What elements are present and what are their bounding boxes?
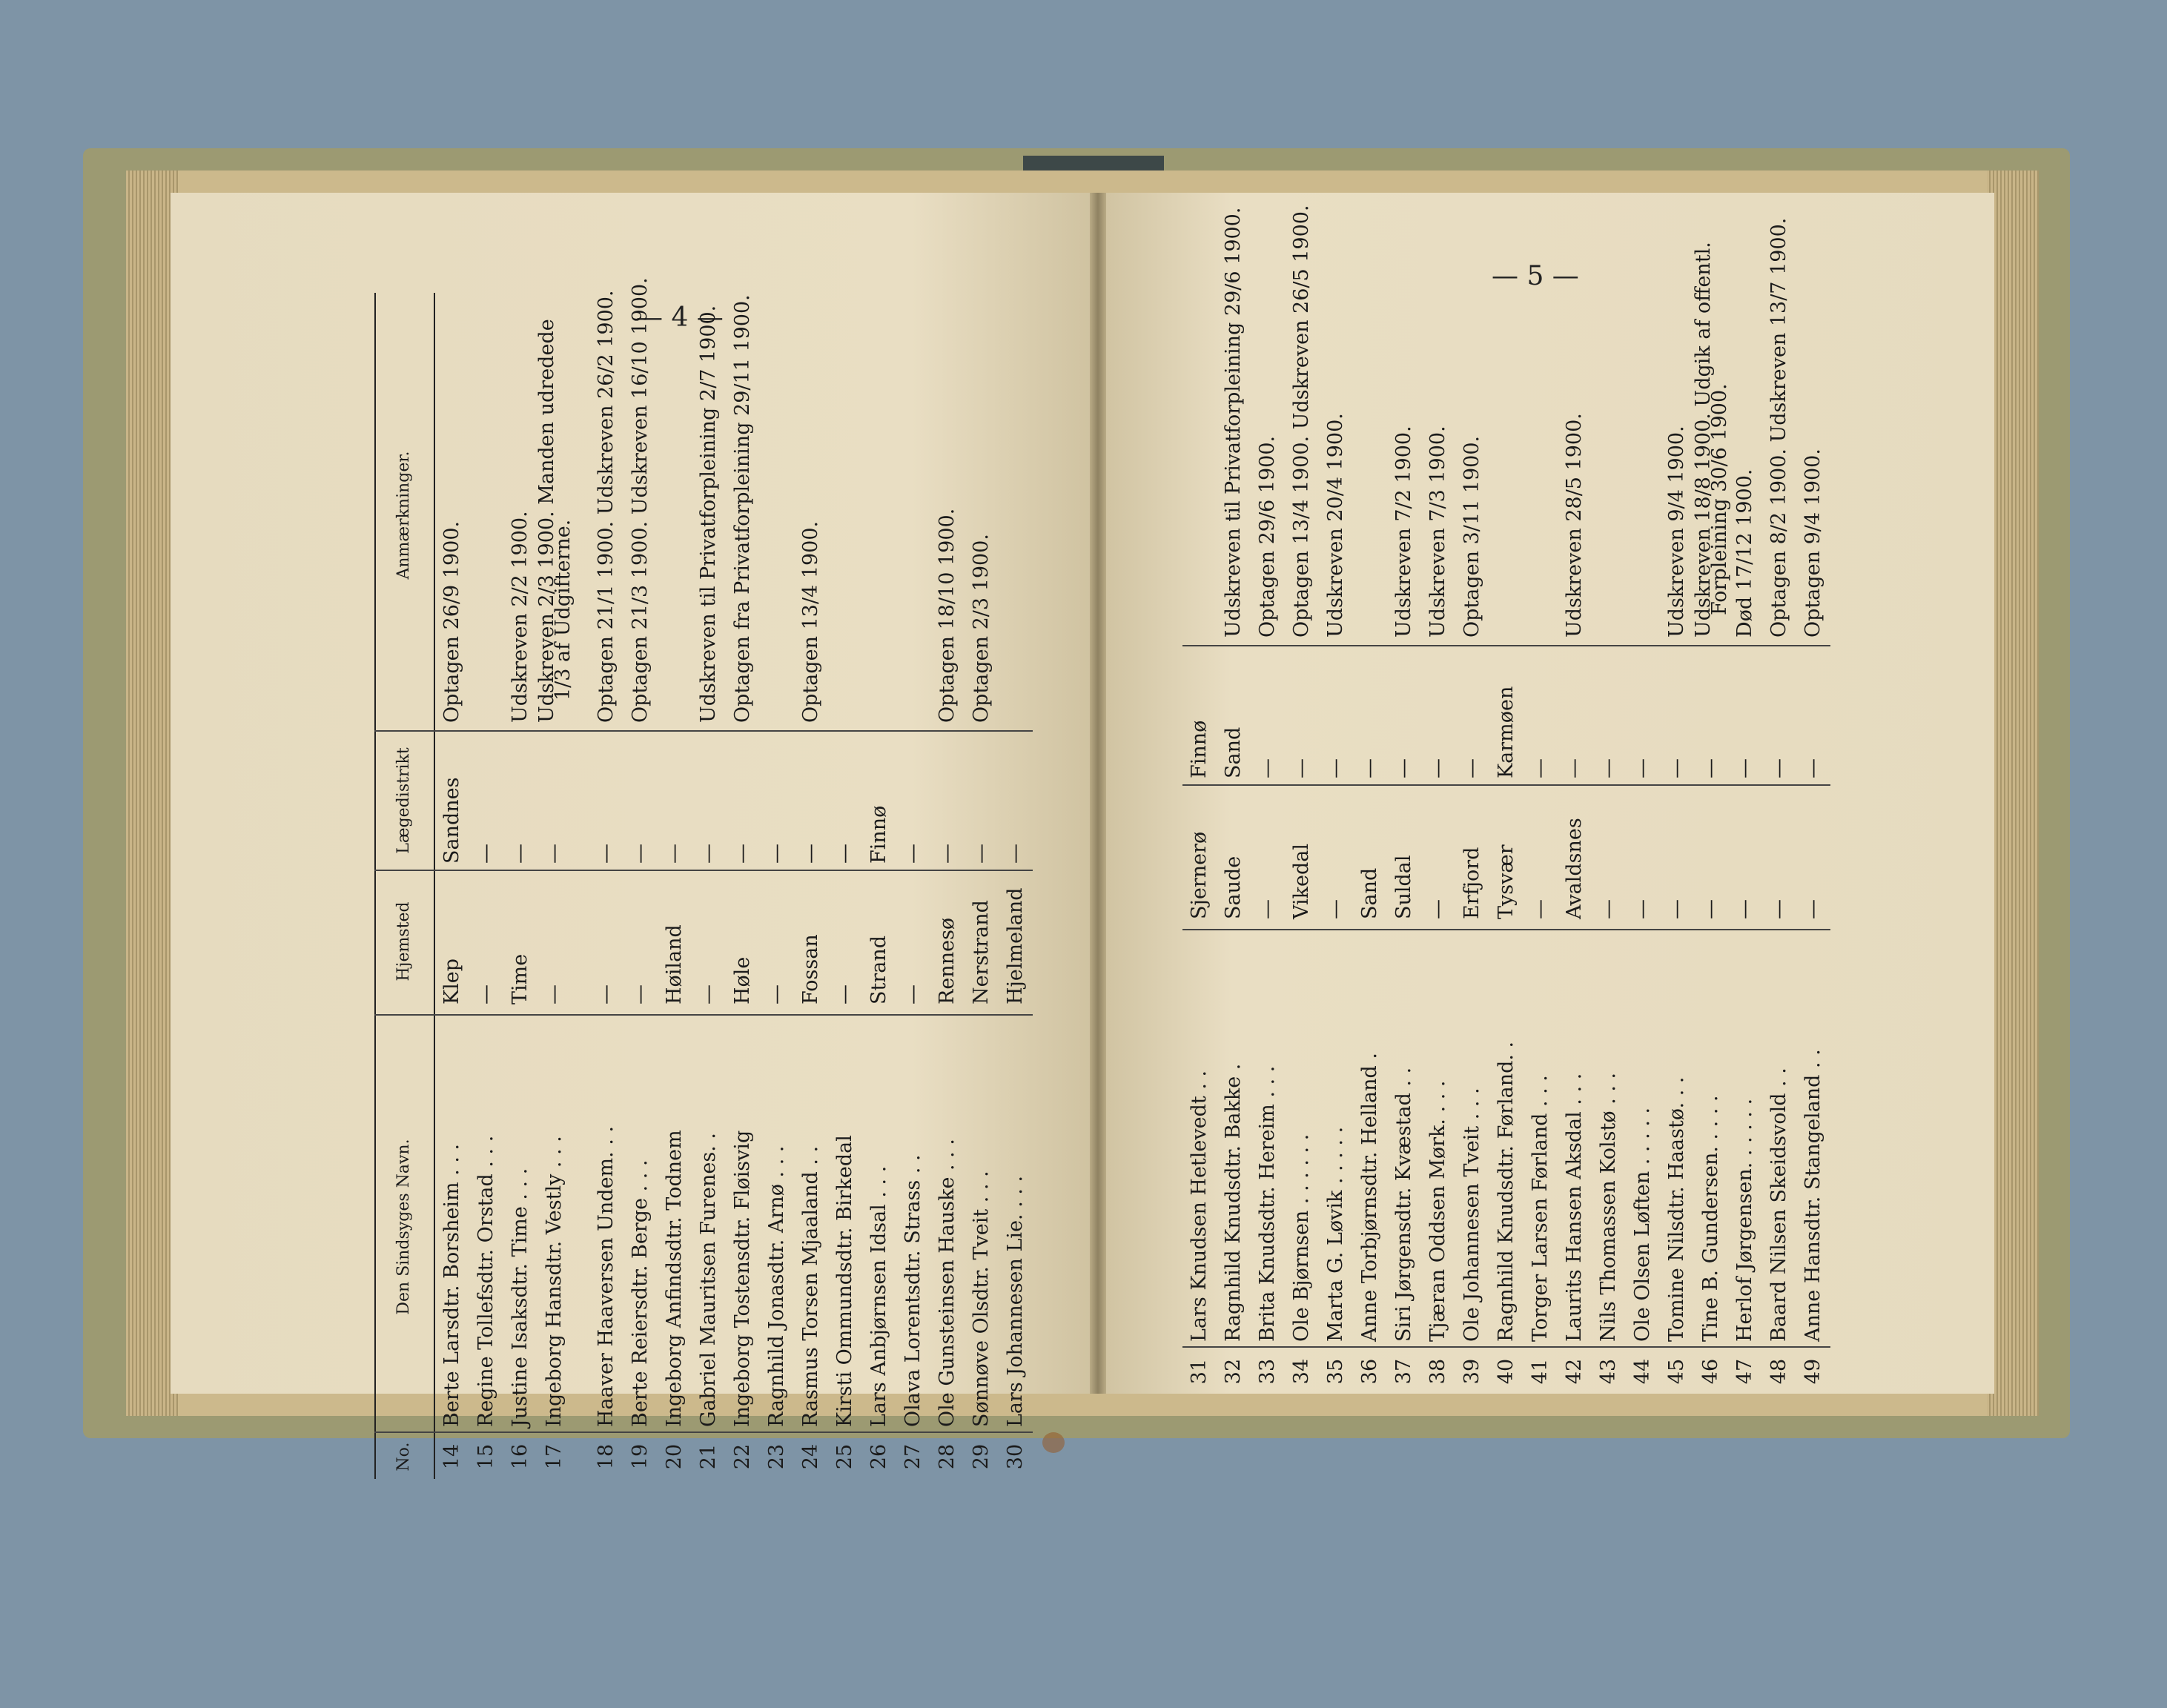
patient-name: Ingeborg Tostensdtr. Fløisvig [731,1130,754,1427]
medical-district: — [1733,758,1756,778]
row-number: 25 [833,1443,856,1470]
medical-district: — [1665,758,1688,778]
patient-name: Ole Olsen Løften . . . . . [1631,1107,1654,1342]
home-parish: Sjernerø [1188,831,1211,919]
remarks [1692,222,1731,638]
home-parish: — [1665,899,1688,919]
row-number: 39 [1460,1358,1483,1385]
medical-district: — [765,844,788,864]
home-parish: — [1597,899,1620,919]
table-row [1523,245,1558,1394]
medical-district: — [543,844,566,864]
patient-name: Baard Nilsen Skeidsvold . . [1767,1068,1790,1342]
table-row [1796,245,1830,1394]
patient-name: Tomine Nilsdtr. Haastø. . . [1665,1076,1688,1342]
remarks: Optagen 21/3 1900. Udskreven 16/10 1900. [629,277,652,723]
medical-district: — [509,844,532,864]
home-parish: Vikedal [1290,843,1313,919]
patient-name: Sønnøve Olsdtr. Tveit . . . [970,1171,993,1427]
remarks: Udskreven 7/3 1900. [1426,426,1449,638]
medical-district: — [1426,758,1449,778]
header-notes: Anmærkninger. [394,451,413,580]
patient-name: Marta G. Løvik . . . . . [1324,1126,1347,1342]
patient-name: Gabriel Mauritsen Furenes. . [697,1133,720,1427]
table-header [374,293,435,1479]
home-parish: — [1699,899,1722,919]
row-number: 22 [731,1443,754,1470]
header-district: Lægedistrikt [394,747,413,854]
remarks [1592,222,1626,638]
home-parish: — [1767,899,1790,919]
row-number: 47 [1733,1358,1756,1385]
patient-name: Ingeborg Hansdtr. Vestly . . . [543,1136,566,1427]
patient-name: Rasmus Torsen Mjaaland . . [799,1145,822,1427]
medical-district: — [1631,758,1654,778]
home-parish: Strand [867,935,890,1004]
remarks: Optagen 8/2 1900. Udskreven 13/7 1900. [1767,217,1790,638]
table-row [1489,245,1523,1394]
medical-district: — [629,844,652,864]
row-number: 41 [1529,1358,1552,1385]
row-number: 34 [1290,1358,1313,1385]
patient-name: Justine Isaksdtr. Time . . . [509,1168,532,1427]
medical-district: — [936,844,959,864]
home-parish: Rennesø [936,917,959,1004]
medical-district: — [663,844,686,864]
home-parish: Nerstrand [970,900,993,1004]
table-row [1387,245,1421,1394]
home-parish: — [1426,899,1449,919]
row-number: 46 [1699,1358,1722,1385]
book-gutter [1090,193,1106,1394]
ink-stain [1042,1432,1065,1453]
home-parish: Tysvær [1495,844,1518,919]
right-register-table [1182,205,1830,1394]
home-parish: — [901,984,924,1004]
table-row [794,293,828,1479]
home-parish: Time [509,953,532,1004]
left-register-table [374,277,1033,1479]
row-number: 42 [1563,1358,1586,1385]
medical-district: — [1460,758,1483,778]
page-number-right: — 5 — [1492,261,1579,291]
table-row [469,293,503,1479]
table-row [1182,245,1217,1394]
table-row [1728,245,1762,1394]
medical-district: Finnø [867,805,890,864]
remarks-line-1: Udskreven 18/8 1900. Udgik af offentl. [1692,242,1715,638]
remarks-line-2: Forpleining 30/6 1900. [1708,383,1731,615]
home-parish: — [474,984,497,1004]
home-parish: — [629,984,652,1004]
table-row [658,293,692,1479]
page-number-left: — 4 — [636,302,724,333]
remarks: Udskreven 20/4 1900. [1324,413,1347,638]
table-row [1217,207,1251,1394]
table-row [726,293,760,1479]
medical-district: — [1324,758,1347,778]
remarks [1489,222,1523,638]
patient-name: Ragnhild Knudsdtr. Førland. . [1495,1041,1518,1342]
patient-name: Nils Thomassen Kolstø . . . [1597,1072,1620,1342]
row-number: 49 [1802,1358,1824,1385]
patient-name: Kirsti Ommundsdtr. Birkedal [833,1135,856,1427]
table-row [1692,242,1731,1394]
home-parish: — [1733,899,1756,919]
remarks: Optagen 9/4 1900. [1802,448,1824,638]
table-row [1353,245,1387,1394]
home-parish: Klep [440,958,463,1004]
table-row [1762,217,1796,1394]
patient-name: Berte Larsdtr. Borsheim . . . [440,1143,463,1427]
page-edges-right [1987,171,2039,1416]
patient-name: Lars Knudsen Hetlevedt . . [1188,1070,1211,1342]
row-number: 23 [765,1443,788,1470]
medical-district: — [474,844,497,864]
remarks: Optagen 13/4 1900. [799,520,822,723]
table-row [535,293,575,1479]
home-parish: — [595,984,618,1004]
remarks: Optagen 2/3 1900. [970,534,993,723]
remarks [760,308,794,723]
table-row [862,293,896,1479]
home-parish: — [1529,899,1552,919]
row-number: 45 [1665,1358,1688,1385]
medical-district: Finnø [1188,720,1211,778]
remarks [658,308,692,723]
home-parish: Hjelmeland [1004,887,1027,1004]
patient-name: Regine Tollefsdtr. Orstad . . . [474,1135,497,1427]
row-number: 29 [970,1443,993,1470]
row-number: 32 [1222,1358,1245,1385]
patient-name: Tjæran Oddsen Mørk. . . . [1426,1080,1449,1342]
patient-name: Laurits Hansen Aksdal . . . [1563,1073,1586,1342]
remarks [1353,222,1387,638]
patient-name: Ragnhild Jonasdtr. Arnø . . . [765,1145,788,1427]
medical-district: — [1563,758,1586,778]
table-row [435,293,469,1479]
remarks [828,308,862,723]
patient-name: Siri Jørgensdtr. Kvæstad . . [1392,1067,1415,1342]
header-no: No. [394,1442,413,1472]
remarks: Optagen fra Privatforpleining 29/11 1900. [731,294,754,723]
row-number: 28 [936,1443,959,1470]
table-row [1592,245,1626,1394]
row-number: 35 [1324,1358,1347,1385]
table-row [623,277,658,1479]
medical-district: — [1290,758,1313,778]
patient-name: Ole Bjørnsen . . . . . . [1290,1133,1313,1342]
row-number: 37 [1392,1358,1415,1385]
row-number: 38 [1426,1358,1449,1385]
patient-name: Ole Gunsteinsen Hauske . . . [936,1139,959,1427]
medical-district: Sand [1222,726,1245,778]
row-number: 30 [1004,1443,1027,1470]
patient-name: Olava Lorentsdtr. Strass . . [901,1154,924,1427]
table-row [692,293,726,1479]
row-number: 44 [1631,1358,1654,1385]
home-parish: Erfjord [1460,847,1483,919]
table-row [930,293,965,1479]
row-number: 31 [1188,1358,1211,1385]
home-parish: — [1631,899,1654,919]
medical-district: — [1767,758,1790,778]
table-row [1626,245,1660,1394]
table-row [760,293,794,1479]
home-parish: Avaldsnes [1563,818,1586,919]
remarks [1626,222,1660,638]
remarks: Udskreven til Privatforpleining 29/6 1900. [1222,207,1245,638]
row-number: 40 [1495,1358,1518,1385]
patient-name: Torger Larsen Førland . . . [1529,1075,1552,1342]
home-parish: Suldal [1392,855,1415,919]
remarks [862,308,896,723]
medical-district: — [1699,758,1722,778]
remarks: Optagen 26/9 1900. [440,520,463,723]
table-row [1660,245,1694,1394]
patient-name: Herlof Jørgensen. . . . . . [1733,1098,1756,1342]
remarks: Optagen 21/1 1900. Udskreven 26/2 1900. [595,290,618,723]
remarks [1182,222,1217,638]
remarks: Udskreven til Privatforpleining 2/7 1900. [697,305,720,723]
remarks: Udskreven 7/2 1900. [1392,426,1415,638]
row-number: 27 [901,1443,924,1470]
remarks: Optagen 18/10 1900. [936,508,959,723]
medical-district: — [970,844,993,864]
medical-district: — [697,844,720,864]
remarks [469,308,503,723]
remarks [999,308,1033,723]
home-parish: Sand [1358,867,1381,919]
medical-district: — [1358,758,1381,778]
home-parish: — [1324,899,1347,919]
medical-district: Sandnes [440,777,463,864]
row-number: 43 [1597,1358,1620,1385]
medical-district: — [1597,758,1620,778]
table-row [1558,245,1592,1394]
patient-name: Berte Reiersdtr. Berge . . . [629,1159,652,1427]
home-parish: — [697,984,720,1004]
table-row [828,293,862,1479]
table-row [1421,245,1455,1394]
remarks [896,308,930,723]
medical-district: — [731,844,754,864]
medical-district: — [901,844,924,864]
table-row [896,293,930,1479]
row-number: 19 [629,1443,652,1470]
medical-district: — [1392,758,1415,778]
remarks: Optagen 3/11 1900. [1460,435,1483,638]
table-row [1251,245,1285,1394]
home-parish: Høiland [663,924,686,1004]
patient-name: Ragnhild Knudsdtr. Bakke . [1222,1063,1245,1342]
home-parish: Høle [731,956,754,1004]
patient-name: Haaver Haaversen Undem. . . [595,1125,618,1427]
row-number: 26 [867,1443,890,1470]
medical-district: — [1004,844,1027,864]
remarks-line-2: 1/3 af Udgifterne. [552,519,575,701]
medical-district: — [595,844,618,864]
header-home: Hjemsted [394,901,413,982]
row-number: 17 [543,1443,566,1470]
row-number: 16 [509,1443,532,1470]
patient-name: Ole Johannesen Tveit . . . [1460,1088,1483,1342]
remarks: Udskreven 9/4 1900. [1665,426,1688,638]
table-row [1319,245,1353,1394]
row-number: 15 [474,1443,497,1470]
remarks: Udskreven 2/2 1900. [509,511,532,723]
home-parish: Fossan [799,934,822,1004]
home-parish: — [543,984,566,1004]
medical-district: Karmøen [1495,686,1518,778]
table-row [999,293,1033,1479]
row-number: 14 [440,1443,463,1470]
patient-name: Anne Hansdtr. Stangeland . . [1802,1049,1824,1342]
home-parish: — [1802,899,1824,919]
row-number: 18 [595,1443,618,1470]
row-number: 20 [663,1443,686,1470]
table-row [1285,205,1319,1394]
home-parish: — [1256,899,1279,919]
patient-name: Tine B. Gundersen. . . . . [1699,1095,1722,1342]
table-row [1455,245,1489,1394]
patient-name: Lars Johannesen Lie. . . . [1004,1175,1027,1427]
medical-district: — [799,844,822,864]
remarks [1523,222,1558,638]
remarks: Optagen 13/4 1900. Udskreven 26/5 1900. [1290,205,1313,638]
medical-district: — [1256,758,1279,778]
home-parish: — [833,984,856,1004]
patient-name: Brita Knudsdtr. Hereim . . . [1256,1065,1279,1342]
table-row [965,293,999,1479]
patient-name: Ingeborg Anfindsdtr. Todnem [663,1130,686,1427]
row-number: 24 [799,1443,822,1470]
row-number: 48 [1767,1358,1790,1385]
remarks: Død 17/12 1900. [1733,469,1756,638]
home-parish: — [765,984,788,1004]
header-name: Den Sindsyges Navn. [394,1139,413,1315]
medical-district: — [1802,758,1824,778]
patient-name: Lars Anbjørnsen Idsal . . . [867,1165,890,1427]
home-parish: Saude [1222,855,1245,919]
row-number: 33 [1256,1358,1279,1385]
medical-district: — [833,844,856,864]
remarks: Optagen 29/6 1900. [1256,435,1279,638]
row-number: 36 [1358,1358,1381,1385]
remarks-line-1: Udskreven 2/3 1900. Manden udredede [535,319,558,723]
remarks [535,308,575,723]
row-number: 21 [697,1443,720,1470]
remarks: Udskreven 28/5 1900. [1563,413,1586,638]
patient-name: Anne Torbjørnsdtr. Helland . [1358,1053,1381,1342]
table-row [589,290,623,1479]
table-row [503,293,537,1479]
medical-district: — [1529,758,1552,778]
